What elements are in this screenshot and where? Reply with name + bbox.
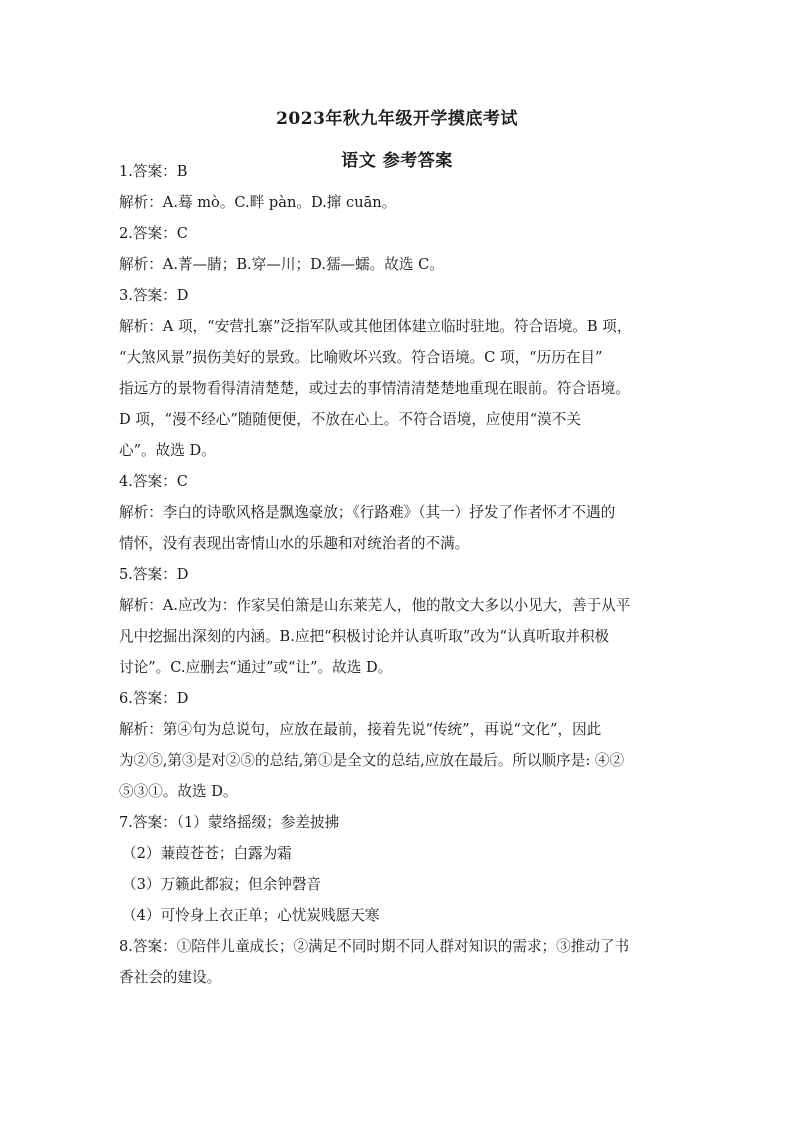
- answer-line: 4.答案：C: [119, 473, 188, 490]
- explanation-line: 指远方的景物看得清清楚楚，或过去的事情清清楚楚地重现在眼前。符合语境。: [119, 380, 630, 397]
- answer-content: [119, 156, 679, 993]
- explanation-line: 解析：李白的诗歌风格是飘逸豪放；《行路难》（其一）抒发了作者怀才不遇的: [119, 504, 616, 521]
- answer-line: 6.答案：D: [119, 690, 189, 707]
- explanation-line: 情怀，没有表现出寄情山水的乐趣和对统治者的不满。: [119, 535, 470, 552]
- answer-line: （3）万籁此都寂；但余钟磬音: [122, 876, 322, 893]
- exam-title: 2023年秋九年级开学摸底考试: [276, 109, 518, 129]
- answer-line: 2.答案：C: [119, 225, 188, 242]
- explanation-line: ⑤③①。故选 D。: [119, 783, 238, 800]
- explanation-line: 解析：A.应改为：作家吴伯箫是山东莱芜人，他的散文大多以小见大，善于从平: [119, 597, 631, 614]
- explanation-line: 讨论”。C.应删去“通过”或“让”。故选 D。: [119, 659, 393, 676]
- explanation-line: 解析：第④句为总说句，应放在最前，接着先说“传统”，再说“文化”，因此: [119, 721, 602, 738]
- explanation-line: 解析：A.菁—腈；B.穿—川；D.獳—蠕。故选 C。: [119, 256, 444, 273]
- answer-line: 7.答案：（1）蒙络摇缀；参差披拂: [119, 814, 340, 831]
- explanation-line: 心”。故选 D。: [119, 442, 216, 459]
- answer-line: （2）蒹葭苍苍；白露为霜: [122, 845, 292, 862]
- explanation-line: 解析：A 项，“安营扎寨”泛指军队或其他团体建立临时驻地。符合语境。B 项，: [119, 318, 632, 335]
- explanation-line: 凡中挖掘出深刻的内涵。B.应把“积极讨论并认真听取”改为“认真听取并积极: [119, 628, 610, 645]
- answer-line: 5.答案：D: [119, 566, 189, 583]
- explanation-line: 解析：A.蓦 mò。C.畔 pàn。D.撺 cuān。: [119, 194, 397, 211]
- answer-key-subtitle: 语文 参考答案: [341, 151, 453, 171]
- explanation-line: 为②⑤,第③是对②⑤的总结,第①是全文的总结,应放在最后。所以顺序是: ④②: [119, 752, 625, 769]
- answer-line: 8.答案：①陪伴儿童成长；②满足不同时期不同人群对知识的需求；③推动了书: [119, 938, 630, 955]
- answer-line: （4）可怜身上衣正单；心忧炭贱愿天寒: [122, 907, 380, 924]
- answer-line: 3.答案：D: [119, 287, 189, 304]
- explanation-line: “大煞风景”损伤美好的景致。比喻败坏兴致。符合语境。C 项，“历历在目”: [119, 349, 603, 366]
- answer-line: 1.答案：B: [119, 163, 188, 180]
- answer-line: 香社会的建设。: [119, 969, 222, 986]
- explanation-line: D 项，“漫不经心”随随便便，不放在心上。不符合语境，应使用“漠不关: [119, 411, 581, 428]
